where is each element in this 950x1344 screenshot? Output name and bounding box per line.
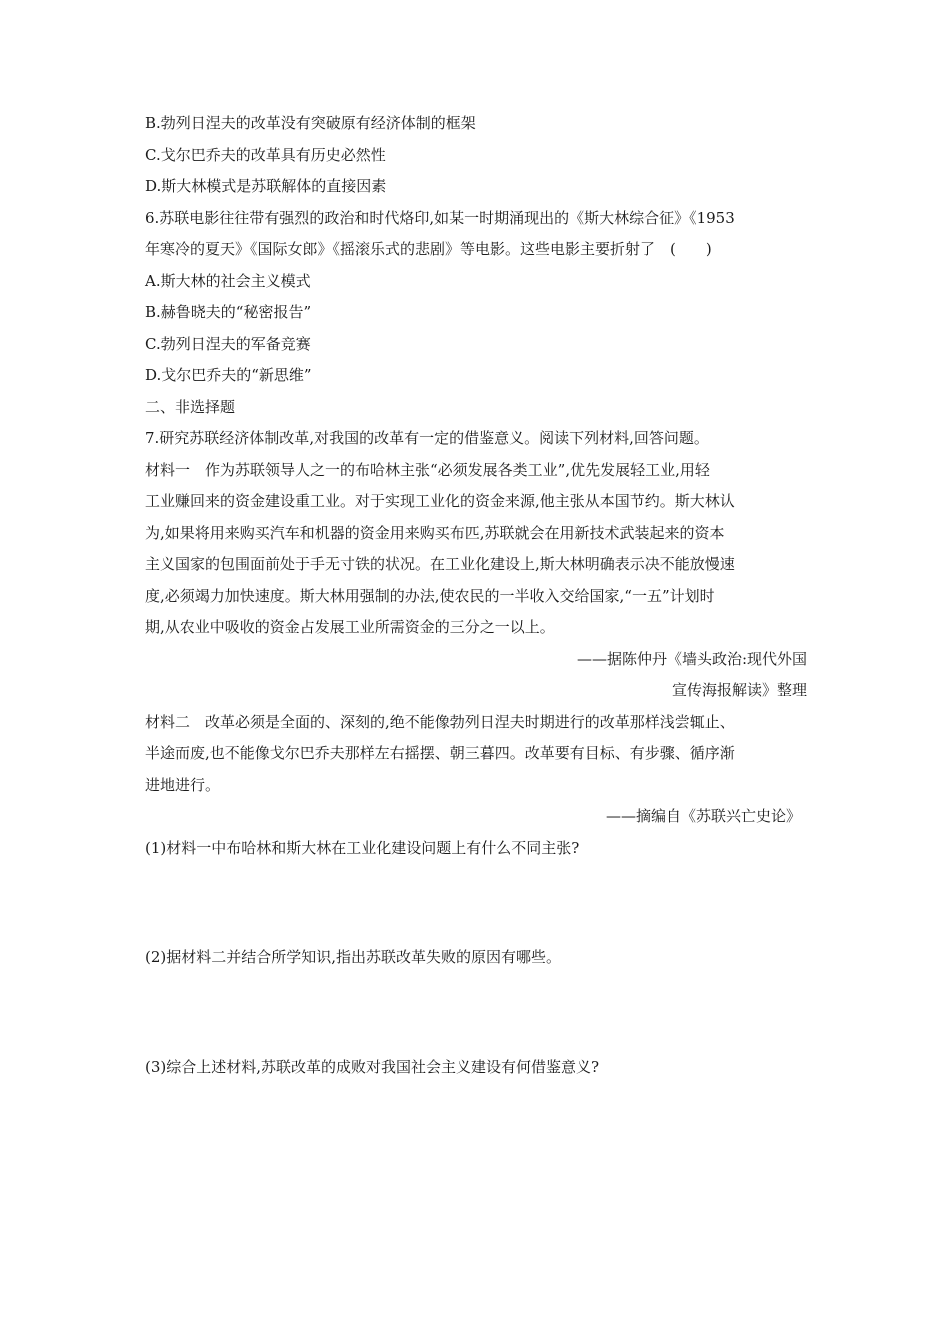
material1-source-line2: 宣传海报解读》整理 — [671, 681, 807, 699]
sub-question-1: (1)材料一中布哈林和斯大林在工业化建设问题上有什么不同主张? — [145, 838, 580, 857]
q6-option-a: A.斯大林的社会主义模式 — [145, 271, 311, 290]
q6-option-d: D.戈尔巴乔夫的“新思维” — [145, 366, 312, 384]
material1-line: 主义国家的包围面前处于手无寸铁的状况。在工业化建设上,斯大林明确表示决不能放慢速 — [145, 555, 735, 573]
material2-line: 进地进行。 — [145, 775, 221, 794]
section-title: 二、非选择题 — [145, 397, 236, 416]
q7-stem: 7.研究苏联经济体制改革,对我国的改革有一定的借鉴意义。阅读下列材料,回答问题。 — [145, 429, 709, 447]
q5-option-b: B.勃列日涅夫的改革没有突破原有经济体制的框架 — [145, 114, 476, 132]
material1-line: 期,从农业中吸收的资金占发展工业所需资金的三分之一以上。 — [145, 618, 555, 636]
answer-space-1[interactable] — [145, 864, 807, 942]
material1-line: 度,必须竭力加快速度。斯大林用强制的办法,使农民的一半收入交给国家,“一五”计划时 — [145, 586, 715, 605]
q5-option-d: D.斯大林模式是苏联解体的直接因素 — [145, 177, 387, 195]
material2-line: 半途而废,也不能像戈尔巴乔夫那样左右摇摆、朝三暮四。改革要有目标、有步骤、循序渐 — [145, 744, 735, 762]
answer-space-2[interactable] — [145, 974, 807, 1052]
q6-stem-line1: 6.苏联电影往往带有强烈的政治和时代烙印,如某一时期涌现出的《斯大林综合征》《1953 — [145, 208, 735, 227]
q5-option-c: C.戈尔巴乔夫的改革具有历史必然性 — [145, 145, 386, 164]
sub-question-2: (2)据材料二并结合所学知识,指出苏联改革失败的原因有哪些。 — [145, 948, 562, 966]
material1-line: 工业赚回来的资金建设重工业。对于实现工业化的资金来源,他主张从本国节约。斯大林认 — [145, 492, 735, 510]
q6-option-b: B.赫鲁晓夫的“秘密报告” — [145, 303, 312, 321]
material1-source-line1: ——据陈仲丹《墙头政治:现代外国 — [576, 649, 807, 668]
q6-option-c: C.勃列日涅夫的军备竞赛 — [145, 334, 311, 353]
sub-question-3: (3)综合上述材料,苏联改革的成败对我国社会主义建设有何借鉴意义? — [145, 1057, 600, 1076]
material2-line: 材料二 改革必须是全面的、深刻的,绝不能像勃列日涅夫时期进行的改革那样浅尝辄止、 — [145, 712, 735, 731]
document-page — [145, 108, 807, 1083]
q6-stem-line2: 年寒冷的夏天》《国际女郎》《摇滚乐式的悲剧》等电影。这些电影主要折射了 ( ) — [145, 240, 712, 258]
material1-line: 为,如果将用来购买汽车和机器的资金用来购买布匹,苏联就会在用新技术武装起来的资本 — [145, 523, 725, 542]
material2-source: ——摘编自《苏联兴亡史论》 — [605, 807, 801, 825]
material1-line: 材料一 作为苏联领导人之一的布哈林主张“必须发展各类工业”,优先发展轻工业,用轻 — [145, 460, 710, 479]
